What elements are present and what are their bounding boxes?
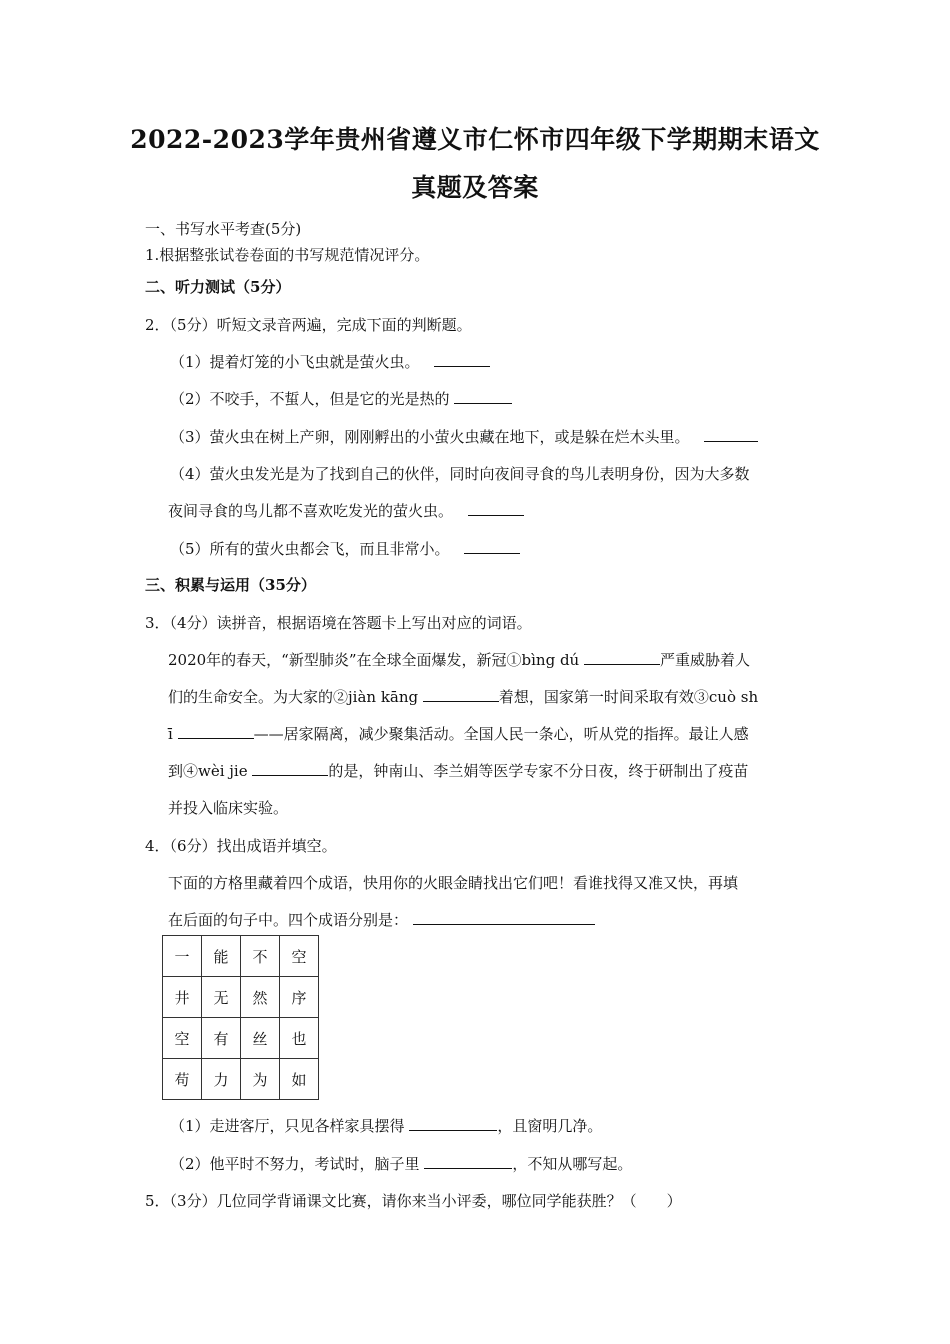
page-title-line2: 真题及答案 [411,173,539,202]
grid-row [163,1059,319,1100]
question-5-stem: 5．（3分）几位同学背诵课文比赛，请你来当小评委，哪位同学能获胜？（ ） [145,1192,682,1210]
q3-line-5: 并投入临床实验。 [168,799,289,817]
q3-line-4 [168,760,748,781]
q2-item-4-cont-text: 夜间寻食的鸟儿都不喜欢吃发光的萤火虫。 [168,502,454,520]
q4-intro-2-text: 在后面的句子中。四个成语分别是： [168,911,409,929]
q2-item-2 [170,388,512,409]
q4-sub-1 [170,1115,602,1136]
answer-blank[interactable] [178,724,254,739]
q4-sub-1-text: （1）走进客厅，只见各样家具摆得 [170,1117,410,1135]
answer-blank[interactable] [464,539,520,554]
q3-line-4-tail: 的是，钟南山、李兰娟等医学专家不分日夜，终于研制出了疫苗 [328,762,749,780]
q3-line-2 [168,686,758,707]
q2-item-1 [170,351,490,372]
answer-blank[interactable] [704,427,758,442]
grid-cell: 一 [163,936,202,977]
q4-intro-2 [168,909,595,930]
q3-line-1 [168,649,750,670]
grid-cell: 序 [280,977,319,1018]
section2-heading: 二、听力测试（5分） [145,278,291,296]
q3-line-2-text: 们的生命安全。为大家的②jiàn kāng [168,688,423,706]
q4-intro-1: 下面的方格里藏着四个成语，快用你的火眼金睛找出它们吧！看谁找得又准又快，再填 [168,874,739,892]
answer-blank[interactable] [409,1116,497,1131]
q3-line-1-tail: 严重威胁着人 [659,651,750,669]
q3-line-1-text: 2020年的春天，“新型肺炎”在全球全面爆发，新冠①bìng dú [168,651,584,669]
grid-cell: 也 [280,1018,319,1059]
question-1: 1.根据整张试卷卷面的书写规范情况评分。 [145,246,430,264]
answer-blank[interactable] [434,352,490,367]
q2-item-5 [170,538,520,559]
q3-line-4-text: 到④wèi jie [168,762,253,780]
q4-sub-2-text: （2）他平时不努力，考试时，脑子里 [170,1155,425,1173]
grid-cell: 然 [241,977,280,1018]
answer-blank[interactable] [252,761,328,776]
q4-sub-2-tail: ，不知从哪写起。 [512,1155,633,1173]
q2-item-3 [170,426,758,447]
grid-cell: 苟 [163,1059,202,1100]
grid-cell: 能 [202,936,241,977]
q4-sub-2 [170,1153,632,1174]
section1-heading: 一、书写水平考查(5分) [145,220,302,238]
grid-row [163,977,319,1018]
q4-sub-1-tail: ，且窗明几净。 [497,1117,603,1135]
q3-line-3-text: ī [168,725,178,743]
question-4-stem: 4．（6分）找出成语并填空。 [145,837,337,855]
q2-item-1-text: （1）提着灯笼的小飞虫就是萤火虫。 [170,353,420,371]
q3-line-3-tail: ——居家隔离，减少聚集活动。全国人民一条心，听从党的指挥。最让人感 [253,725,749,743]
grid-row [163,936,319,977]
grid-cell: 为 [241,1059,280,1100]
grid-cell: 不 [241,936,280,977]
question-3-stem: 3．（4分）读拼音，根据语境在答题卡上写出对应的词语。 [145,614,532,632]
q2-item-3-text: （3）萤火虫在树上产卵，刚刚孵出的小萤火虫藏在地下，或是躲在烂木头里。 [170,428,690,446]
section3-heading: 三、积累与运用（35分） [145,576,316,594]
grid-cell: 空 [280,936,319,977]
idiom-grid [162,935,319,1100]
q2-item-2-text: （2）不咬手，不蜇人，但是它的光是热的 [170,390,450,408]
q2-item-5-text: （5）所有的萤火虫都会飞，而且非常小。 [170,540,450,558]
grid-cell: 如 [280,1059,319,1100]
question-2-stem: 2．（5分）听短文录音两遍，完成下面的判断题。 [145,316,472,334]
grid-cell: 力 [202,1059,241,1100]
q3-line-2-tail: 着想，国家第一时间采取有效③cuò sh [498,688,759,706]
grid-cell: 井 [163,977,202,1018]
grid-cell: 空 [163,1018,202,1059]
answer-blank[interactable] [454,389,512,404]
grid-cell: 丝 [241,1018,280,1059]
answer-blank[interactable] [468,501,524,516]
answer-blank[interactable] [413,910,595,925]
answer-blank[interactable] [423,687,499,702]
answer-blank[interactable] [424,1154,512,1169]
q2-item-4-cont [168,500,524,521]
q2-item-4: （4）萤火虫发光是为了找到自己的伙伴，同时向夜间寻食的鸟儿表明身份，因为大多数 [170,465,750,483]
grid-cell: 无 [202,977,241,1018]
page-title-line1: 2022-2023学年贵州省遵义市仁怀市四年级下学期期末语文 [130,125,820,154]
grid-row [163,1018,319,1059]
answer-blank[interactable] [584,650,660,665]
q3-line-3 [168,723,749,744]
grid-cell: 有 [202,1018,241,1059]
